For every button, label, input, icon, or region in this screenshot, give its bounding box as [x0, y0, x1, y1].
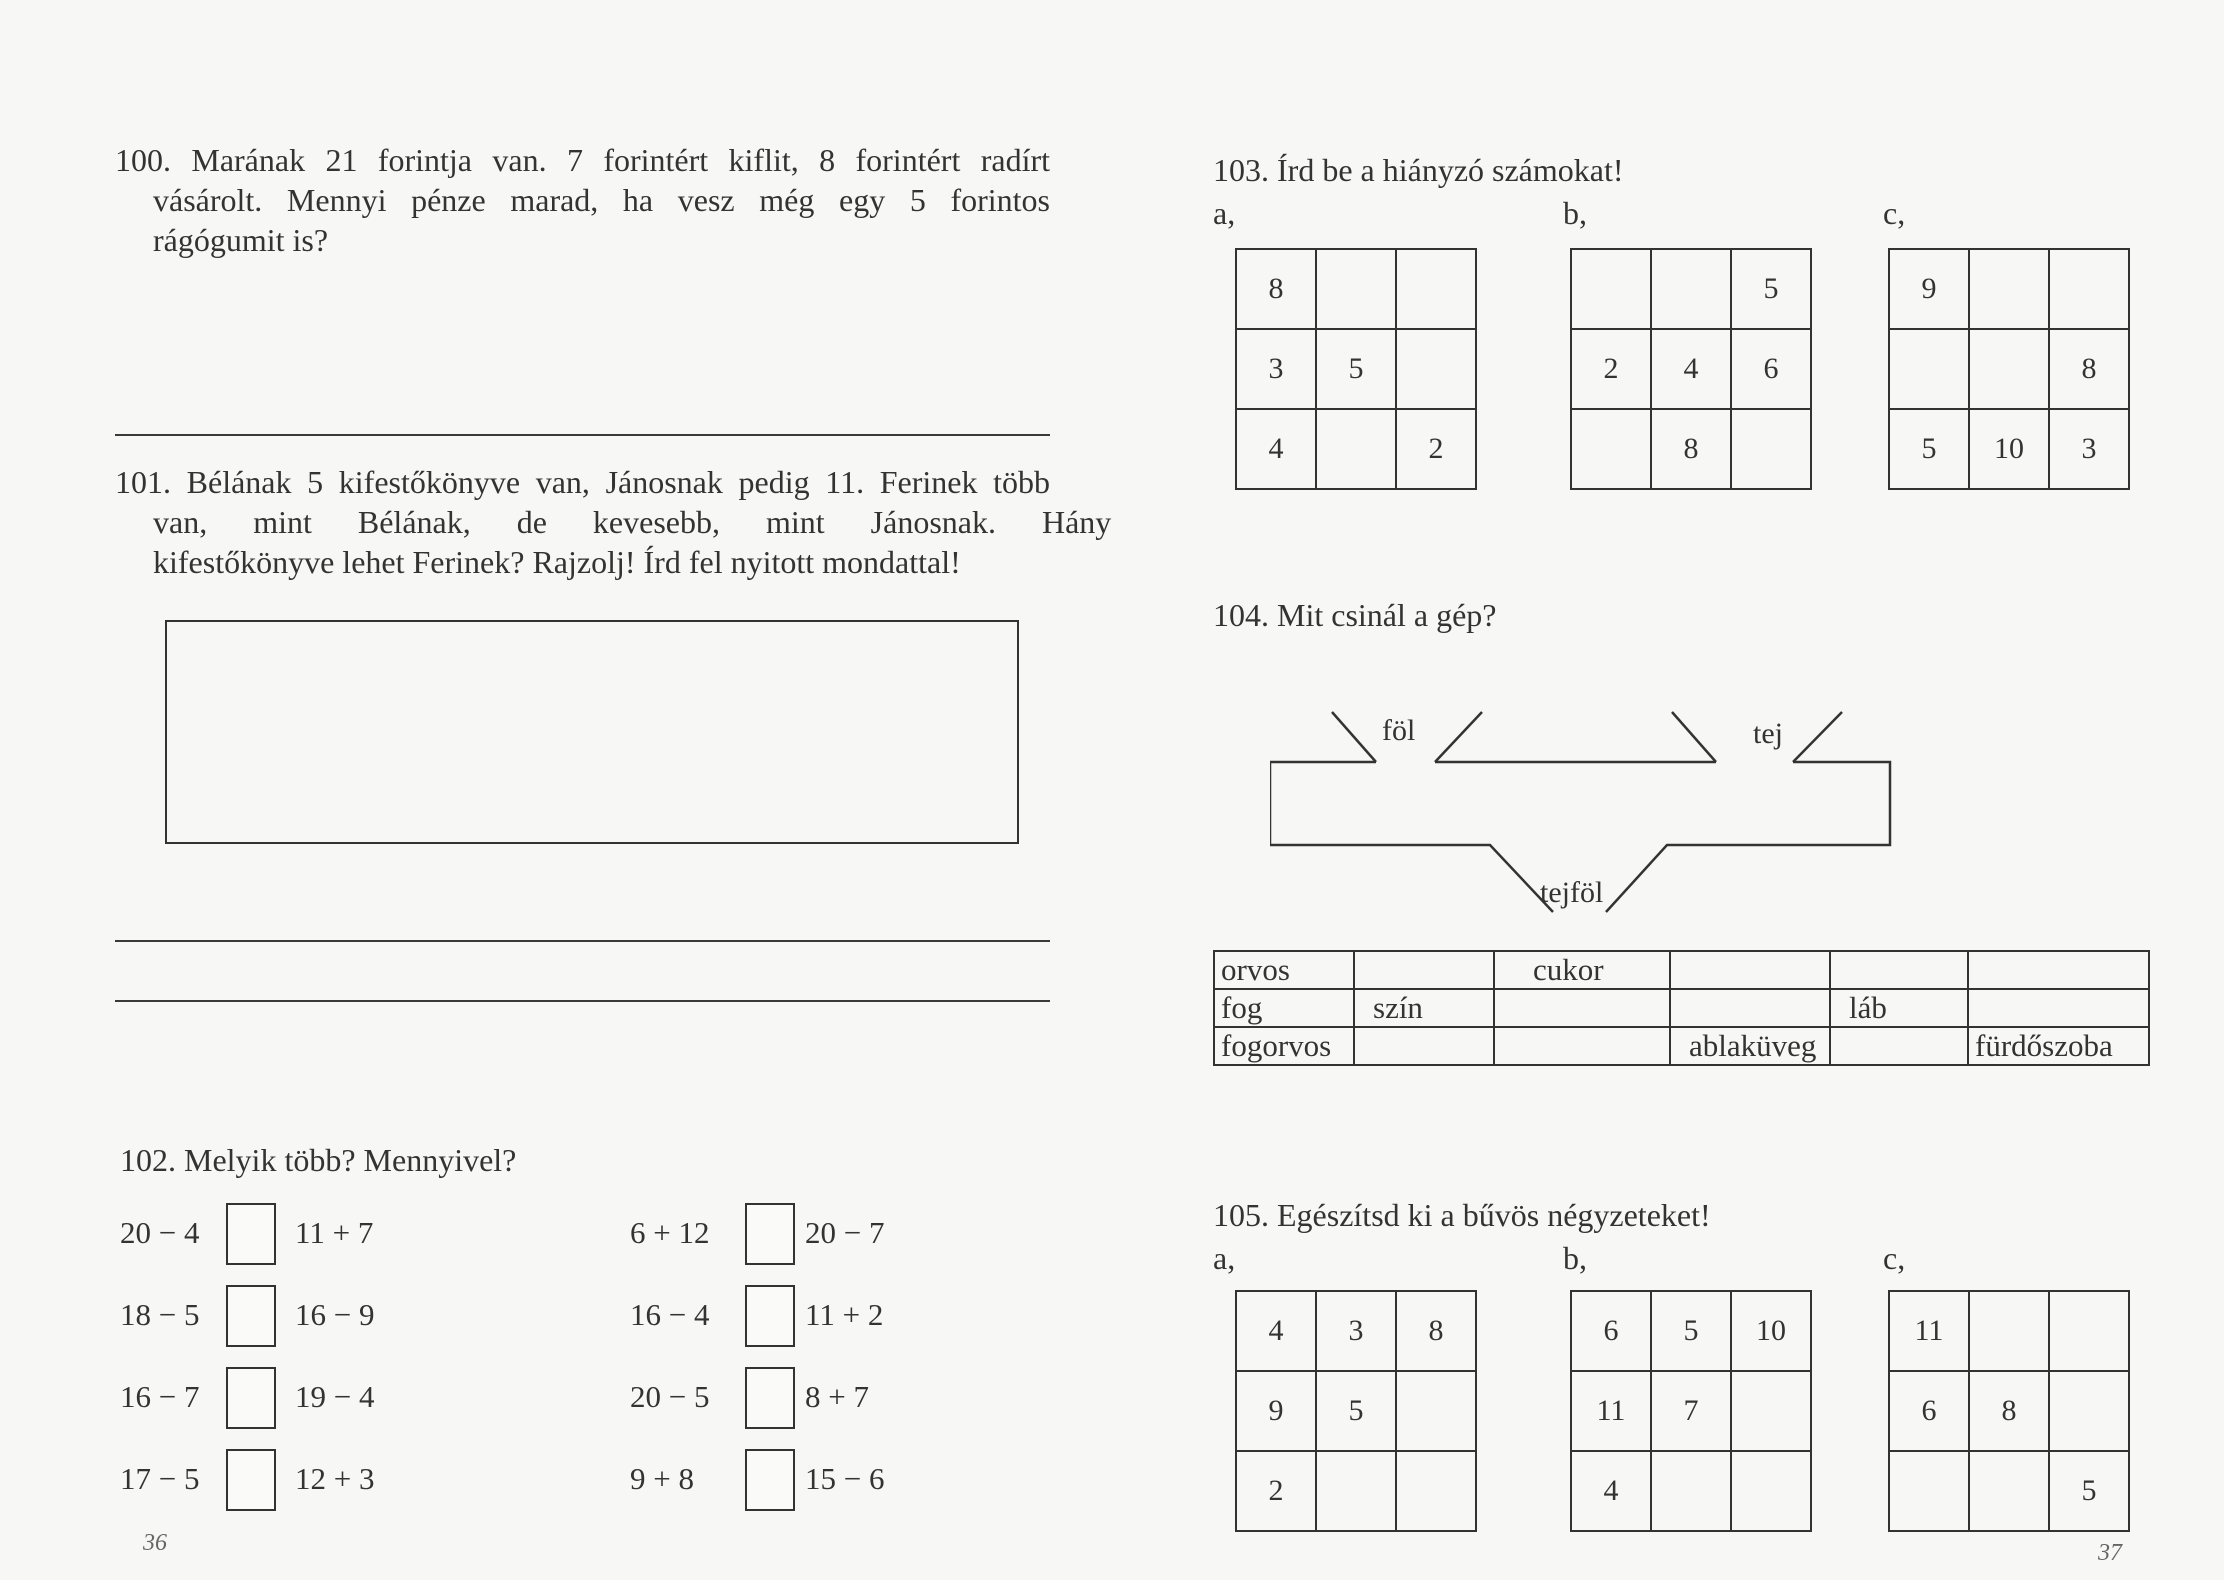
expression-right: 11 + 7	[295, 1215, 374, 1250]
expression-left: 20 − 5	[630, 1379, 710, 1414]
grid-cell[interactable]	[1652, 250, 1732, 330]
table-cell[interactable]: fogorvos	[1214, 1027, 1354, 1065]
comparison-row	[120, 1449, 920, 1511]
grid-cell[interactable]	[1317, 1452, 1397, 1532]
table-cell[interactable]	[1354, 1027, 1494, 1065]
grid-cell[interactable]: 6	[1572, 1292, 1652, 1372]
grid-cell[interactable]: 4	[1237, 1292, 1317, 1372]
grid-cell[interactable]	[1970, 330, 2050, 410]
grid-cell[interactable]: 5	[1732, 250, 1812, 330]
machine-output: tejföl	[1540, 876, 1604, 909]
grid-cell[interactable]	[1970, 1292, 2050, 1372]
grid-cell[interactable]: 10	[1970, 410, 2050, 490]
table-cell[interactable]	[1354, 951, 1494, 989]
problem-101	[115, 462, 1112, 582]
problem-103-title: 103. Írd be a hiányzó számokat!	[1213, 152, 1624, 188]
problem-100-line-2: vásárolt. Mennyi pénze marad, ha vesz még egy 5 forintos	[153, 182, 1050, 218]
grid-cell[interactable]	[1397, 1372, 1477, 1452]
table-cell[interactable]	[1968, 951, 2149, 989]
grid-cell[interactable]: 4	[1572, 1452, 1652, 1532]
expression-left: 6 + 12	[630, 1215, 710, 1250]
comparison-row	[120, 1367, 920, 1429]
grid-cell[interactable]	[1397, 1452, 1477, 1532]
magic-square-c	[1888, 1290, 2130, 1532]
grid-cell[interactable]	[1732, 1452, 1812, 1532]
answer-box[interactable]	[226, 1203, 276, 1265]
word-table	[1213, 950, 2150, 1066]
answer-box[interactable]	[745, 1285, 795, 1347]
table-cell[interactable]: cukor	[1494, 951, 1670, 989]
problem-100-line-3: rágógumit is?	[153, 222, 329, 258]
table-cell[interactable]: fog	[1214, 989, 1354, 1027]
grid-cell[interactable]	[1732, 1372, 1812, 1452]
answer-box[interactable]	[745, 1203, 795, 1265]
number-grid-b	[1570, 248, 1812, 490]
grid-cell[interactable]: 11	[1890, 1292, 1970, 1372]
comparison-row	[120, 1285, 920, 1347]
grid-cell[interactable]: 8	[2050, 330, 2130, 410]
grid-cell[interactable]	[2050, 1292, 2130, 1372]
table-cell[interactable]	[1494, 989, 1670, 1027]
page-number-left: 36	[143, 1530, 167, 1556]
machine-input-1: föl	[1382, 714, 1416, 747]
problem-105-title: 105. Egészítsd ki a bűvös négyzeteket!	[1213, 1197, 1711, 1233]
table-row	[1214, 951, 2149, 989]
grid-cell[interactable]: 5	[1317, 330, 1397, 410]
table-cell[interactable]: fürdőszoba	[1968, 1027, 2149, 1065]
grid-cell[interactable]: 7	[1652, 1372, 1732, 1452]
grid-cell[interactable]: 4	[1652, 330, 1732, 410]
table-cell[interactable]	[1968, 989, 2149, 1027]
grid-cell[interactable]: 5	[1317, 1372, 1397, 1452]
grid-cell[interactable]: 8	[1652, 410, 1732, 490]
grid-cell[interactable]	[1652, 1452, 1732, 1532]
grid-cell[interactable]	[1890, 1452, 1970, 1532]
grid-cell[interactable]: 2	[1572, 330, 1652, 410]
grid-cell[interactable]	[2050, 1372, 2130, 1452]
problem-101-line-1: 101. Bélának 5 kifestőkönyve van, Jánosnak pedig 11. Ferinek több	[115, 464, 1050, 500]
table-cell[interactable]: láb	[1830, 989, 1968, 1027]
grid-cell[interactable]: 10	[1732, 1292, 1812, 1372]
table-cell[interactable]: orvos	[1214, 951, 1354, 989]
grid-cell[interactable]: 3	[2050, 410, 2130, 490]
problem-104-title: 104. Mit csinál a gép?	[1213, 597, 1497, 633]
expression-left: 9 + 8	[630, 1461, 694, 1496]
label-b: b,	[1563, 1240, 1587, 1276]
magic-square-b	[1570, 1290, 1812, 1532]
grid-cell[interactable]	[1397, 330, 1477, 410]
grid-cell[interactable]	[1317, 250, 1397, 330]
machine-input-2: tej	[1753, 717, 1783, 750]
divider-line	[115, 434, 1050, 436]
comparison-row	[120, 1203, 920, 1265]
table-row	[1214, 989, 2149, 1027]
grid-cell[interactable]: 3	[1317, 1292, 1397, 1372]
grid-cell[interactable]: 5	[1890, 410, 1970, 490]
expression-right: 19 − 4	[295, 1379, 375, 1414]
expression-left: 17 − 5	[120, 1461, 200, 1496]
answer-box[interactable]	[226, 1285, 276, 1347]
table-cell[interactable]	[1830, 1027, 1968, 1065]
problem-101-line-2: van, mint Bélának, de kevesebb, mint Jánosnak. Hány	[153, 504, 1112, 540]
expression-left: 16 − 4	[630, 1297, 710, 1332]
grid-cell[interactable]: 3	[1237, 330, 1317, 410]
word-machine-diagram	[1270, 700, 1900, 915]
expression-right: 20 − 7	[805, 1215, 885, 1250]
number-grid-c	[1888, 248, 2130, 490]
table-cell[interactable]	[1494, 1027, 1670, 1065]
expression-left: 16 − 7	[120, 1379, 200, 1414]
table-cell[interactable]	[1830, 951, 1968, 989]
answer-line[interactable]	[115, 1000, 1050, 1002]
expression-right: 12 + 3	[295, 1461, 375, 1496]
grid-cell[interactable]: 9	[1890, 250, 1970, 330]
problem-100	[115, 140, 1050, 260]
grid-cell[interactable]: 2	[1237, 1452, 1317, 1532]
grid-cell[interactable]: 9	[1237, 1372, 1317, 1452]
grid-cell[interactable]: 5	[2050, 1452, 2130, 1532]
label-b: b,	[1563, 195, 1587, 231]
grid-cell[interactable]	[1732, 410, 1812, 490]
table-row	[1214, 1027, 2149, 1065]
grid-cell[interactable]	[1572, 410, 1652, 490]
label-c: c,	[1883, 195, 1906, 231]
problem-101-line-3: kifestőkönyve lehet Ferinek? Rajzolj! Írd fel nyitott mondattal!	[153, 544, 961, 580]
label-c: c,	[1883, 1240, 1906, 1276]
grid-cell[interactable]	[1970, 250, 2050, 330]
expression-right: 11 + 2	[805, 1297, 884, 1332]
problem-102-title: 102. Melyik több? Mennyivel?	[120, 1142, 517, 1178]
grid-cell[interactable]	[1397, 250, 1477, 330]
grid-cell[interactable]	[2050, 250, 2130, 330]
magic-square-a	[1235, 1290, 1477, 1532]
grid-cell[interactable]: 2	[1397, 410, 1477, 490]
answer-box[interactable]	[745, 1367, 795, 1429]
expression-right: 8 + 7	[805, 1379, 869, 1414]
grid-cell[interactable]	[1890, 330, 1970, 410]
grid-cell[interactable]: 8	[1397, 1292, 1477, 1372]
problem-100-line-1: 100. Marának 21 forintja van. 7 forintért kiflit, 8 forintért radírt	[115, 142, 1050, 178]
label-a: a,	[1213, 1240, 1236, 1276]
grid-cell[interactable]: 5	[1652, 1292, 1732, 1372]
drawing-box[interactable]	[165, 620, 1019, 844]
answer-box[interactable]	[226, 1367, 276, 1429]
grid-cell[interactable]: 6	[1732, 330, 1812, 410]
page-number-right: 37	[2098, 1540, 2122, 1566]
label-a: a,	[1213, 195, 1236, 231]
table-cell[interactable]	[1670, 951, 1830, 989]
grid-cell[interactable]: 8	[1237, 250, 1317, 330]
answer-box[interactable]	[226, 1449, 276, 1511]
answer-box[interactable]	[745, 1449, 795, 1511]
number-grid-a	[1235, 248, 1477, 490]
grid-cell[interactable]: 4	[1237, 410, 1317, 490]
grid-cell[interactable]	[1572, 250, 1652, 330]
table-cell[interactable]: szín	[1354, 989, 1494, 1027]
answer-line[interactable]	[115, 940, 1050, 942]
table-cell[interactable]: ablaküveg	[1670, 1027, 1830, 1065]
grid-cell[interactable]: 6	[1890, 1372, 1970, 1452]
expression-left: 20 − 4	[120, 1215, 200, 1250]
grid-cell[interactable]	[1970, 1452, 2050, 1532]
grid-cell[interactable]: 11	[1572, 1372, 1652, 1452]
table-cell[interactable]	[1670, 989, 1830, 1027]
grid-cell[interactable]	[1317, 410, 1397, 490]
grid-cell[interactable]: 8	[1970, 1372, 2050, 1452]
expression-left: 18 − 5	[120, 1297, 200, 1332]
expression-right: 15 − 6	[805, 1461, 885, 1496]
expression-right: 16 − 9	[295, 1297, 375, 1332]
